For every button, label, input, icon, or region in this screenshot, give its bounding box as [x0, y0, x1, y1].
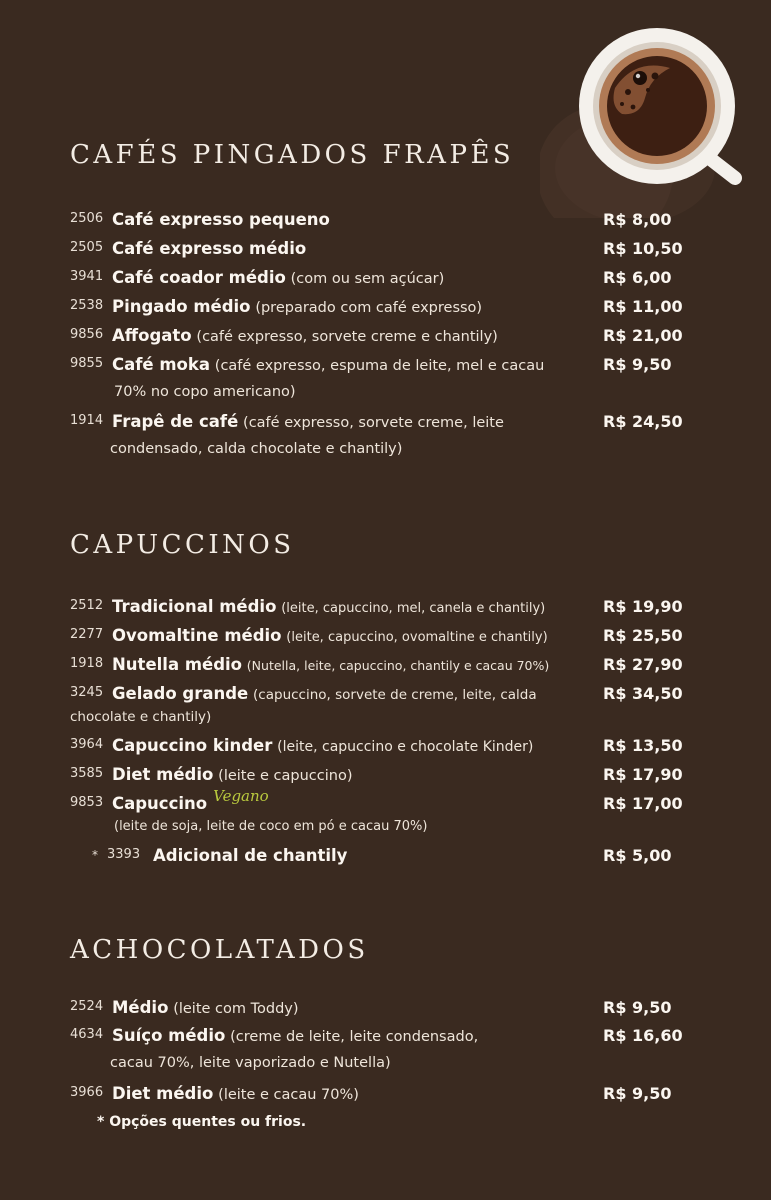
vegan-tag: Vegano	[213, 787, 269, 805]
item-name: Pingado médio	[112, 297, 251, 316]
item-code: 2524	[70, 999, 104, 1014]
item-description-cont: (leite de soja, leite de coco em pó e cacau 70%)	[114, 819, 428, 834]
item-description: (café expresso, sorvete creme e chantily)	[196, 329, 498, 345]
item-description: (café expresso, espuma de leite, mel e cacau	[214, 358, 545, 374]
item-code: 2505	[70, 240, 104, 255]
item-price: R$ 9,50	[603, 998, 672, 1017]
menu-item	[70, 732, 710, 760]
item-price: R$ 13,50	[603, 736, 683, 755]
item-description-cont: 70% no copo americano)	[114, 384, 296, 400]
item-price: R$ 16,60	[603, 1026, 683, 1045]
menu-item	[70, 842, 710, 870]
item-name: Frapê de café	[112, 412, 239, 431]
item-code: 9856	[70, 327, 104, 342]
item-code: 2277	[70, 627, 104, 642]
item-code: 3245	[70, 685, 104, 700]
item-code: 1914	[70, 413, 104, 428]
menu-item	[70, 651, 710, 679]
menu-item	[70, 408, 710, 436]
item-code: 9855	[70, 356, 104, 371]
item-name: Tradicional médio	[112, 597, 277, 616]
item-price: R$ 17,00	[603, 794, 683, 813]
item-description: (leite, capuccino, mel, canela e chantily)	[281, 601, 546, 616]
item-name: Café expresso médio	[112, 239, 307, 258]
item-code: 4634	[70, 1027, 104, 1042]
menu-item	[70, 206, 710, 234]
item-description: (creme de leite, leite condensado,	[230, 1029, 479, 1045]
item-price: R$ 24,50	[603, 412, 683, 431]
item-name: Affogato	[112, 326, 192, 345]
menu-item	[70, 1022, 710, 1050]
menu-item	[70, 293, 710, 321]
item-code: 2538	[70, 298, 104, 313]
footnote: * Opções quentes ou frios.	[97, 1114, 307, 1130]
item-code: 2512	[70, 598, 104, 613]
item-code: 1918	[70, 656, 104, 671]
menu-item	[70, 264, 710, 292]
item-price: R$ 25,50	[603, 626, 683, 645]
menu-item	[70, 235, 710, 263]
item-description: (leite e cacau 70%)	[218, 1087, 359, 1103]
item-description: (leite, capuccino e chocolate Kinder)	[277, 739, 534, 755]
item-code: 3966	[70, 1085, 104, 1100]
menu-item	[70, 761, 710, 789]
item-price: R$ 11,00	[603, 297, 683, 316]
item-description-cont: chocolate e chantily)	[70, 709, 212, 725]
item-name: Nutella médio	[112, 655, 243, 674]
item-description: (leite, capuccino, ovomaltine e chantily)	[286, 630, 548, 645]
menu-item	[70, 322, 710, 350]
item-description: (leite e capuccino)	[218, 768, 353, 784]
menu-item	[70, 680, 710, 708]
menu-item	[70, 994, 710, 1022]
item-price: R$ 9,50	[603, 1084, 672, 1103]
item-description-cont: condensado, calda chocolate e chantily)	[110, 441, 403, 457]
item-price: R$ 5,00	[603, 846, 672, 865]
item-description: (preparado com café expresso)	[255, 300, 483, 316]
item-price: R$ 34,50	[603, 684, 683, 703]
item-price: R$ 6,00	[603, 268, 672, 287]
item-price: R$ 27,90	[603, 655, 683, 674]
item-description: (Nutella, leite, capuccino, chantily e cacau 70%)	[246, 658, 550, 673]
coffee-cup-icon	[540, 18, 755, 218]
section-title-achocolatados: ACHOCOLATADOS	[70, 935, 369, 965]
section-title-cafes: CAFÉS PINGADOS FRAPÊS	[70, 140, 515, 170]
item-name: Gelado grande	[112, 684, 249, 703]
item-name: Diet médio	[112, 765, 214, 784]
item-name: Adicional de chantily	[153, 846, 348, 865]
item-name: Ovomaltine médio	[112, 626, 282, 645]
menu-item	[70, 351, 710, 379]
item-code: 3585	[70, 766, 104, 781]
menu-item	[70, 622, 710, 650]
item-name: Diet médio	[112, 1084, 214, 1103]
item-code: 9853	[70, 795, 104, 810]
item-price: R$ 21,00	[603, 326, 683, 345]
item-code: 2506	[70, 211, 104, 226]
item-code: 3964	[70, 737, 104, 752]
item-price: R$ 8,00	[603, 210, 672, 229]
item-description: (capuccino, sorvete de creme, leite, calda	[253, 687, 537, 703]
item-description: (com ou sem açúcar)	[290, 271, 445, 287]
item-description: (leite com Toddy)	[173, 1001, 299, 1017]
item-price: R$ 10,50	[603, 239, 683, 258]
item-code: 3941	[70, 269, 104, 284]
item-name: Capuccino	[112, 794, 208, 813]
item-price: R$ 17,90	[603, 765, 683, 784]
item-name: Café moka	[112, 355, 210, 374]
item-price: R$ 19,90	[603, 597, 683, 616]
item-description: (café expresso, sorvete creme, leite	[243, 415, 504, 431]
menu-item	[70, 1080, 710, 1108]
item-name: Médio	[112, 998, 169, 1017]
item-name: Café expresso pequeno	[112, 210, 330, 229]
asterisk: *	[92, 848, 98, 862]
menu-item	[70, 787, 710, 818]
section-title-capuccinos: CAPUCCINOS	[70, 530, 295, 560]
menu-item	[70, 593, 710, 621]
item-description-cont: cacau 70%, leite vaporizado e Nutella)	[110, 1055, 391, 1071]
item-name: Suíço médio	[112, 1026, 226, 1045]
item-name: Café coador médio	[112, 268, 286, 287]
item-code: 3393	[107, 847, 141, 862]
item-name: Capuccino kinder	[112, 736, 273, 755]
item-price: R$ 9,50	[603, 355, 672, 374]
